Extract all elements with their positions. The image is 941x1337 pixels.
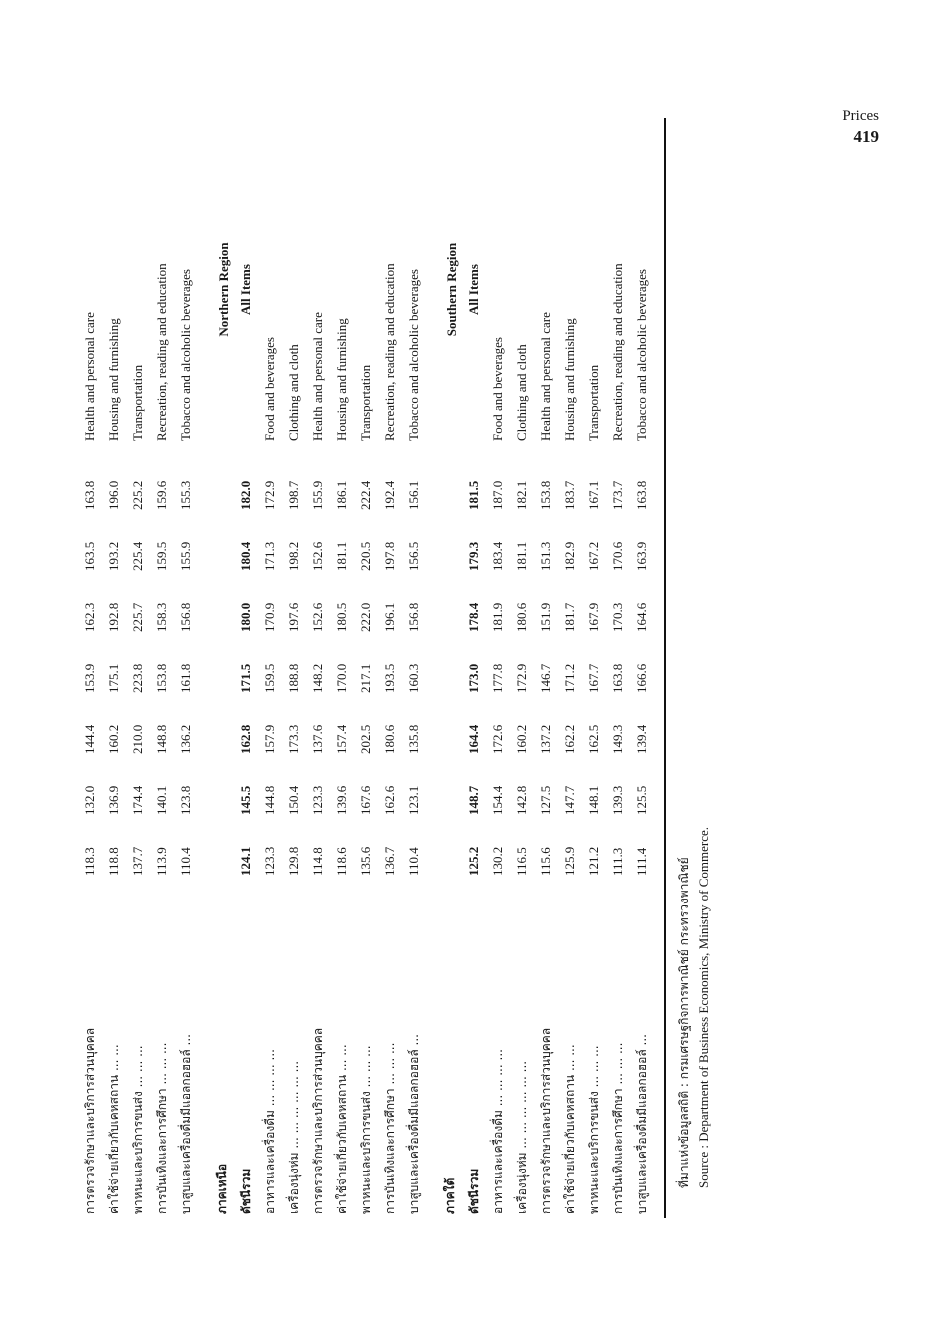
- index-value: 193.5: [382, 663, 397, 693]
- index-value: 144.4: [82, 724, 97, 754]
- index-value: 225.2: [130, 480, 145, 510]
- english-label: Recreation, reading and education: [610, 263, 625, 441]
- index-value: 146.7: [538, 663, 553, 693]
- index-value: 125.5: [634, 785, 649, 815]
- thai-label: การบันเทิงและการศึกษา ... ... ...: [610, 1042, 625, 1214]
- english-label: All Items: [238, 264, 253, 315]
- index-value: 123.8: [178, 785, 193, 815]
- index-value: 220.5: [358, 541, 373, 571]
- thai-label: อาหารและเครื่องดื่ม ... ... ... ...: [490, 1049, 505, 1214]
- index-value: 197.6: [286, 602, 301, 632]
- index-value: 155.9: [178, 541, 193, 571]
- english-label: Tobacco and alcoholic beverages: [406, 269, 421, 441]
- index-value: 202.5: [358, 724, 373, 754]
- index-value: 178.4: [466, 602, 481, 632]
- thai-label: บาสูบและเครื่องดื่มมีแอลกอฮอล์ ...: [178, 1034, 193, 1214]
- thai-label: ค่าใช้จ่ายเกี่ยวกับเคหสถาน ... ...: [106, 1044, 121, 1214]
- index-value: 183.7: [562, 480, 577, 510]
- index-value: 196.1: [382, 602, 397, 632]
- index-value: 137.7: [130, 846, 145, 876]
- index-value: 155.9: [310, 480, 325, 510]
- index-value: 137.2: [538, 724, 553, 754]
- index-value: 148.2: [310, 663, 325, 693]
- index-value: 148.7: [466, 785, 481, 815]
- table-row: [510, 118, 534, 1218]
- index-value: 198.2: [286, 541, 301, 571]
- index-value: 167.1: [586, 480, 601, 510]
- rotated-table-block: [78, 118, 728, 1218]
- index-value: 159.6: [154, 480, 169, 510]
- northern-region-thai-heading: ภาคเหนือ: [215, 1163, 229, 1214]
- southern-region-rows: [462, 118, 654, 1218]
- index-value: 118.6: [334, 847, 349, 876]
- index-value: 222.0: [358, 602, 373, 632]
- english-label: Health and personal care: [82, 312, 97, 441]
- index-value: 158.3: [154, 602, 169, 632]
- index-value: 123.3: [262, 846, 277, 876]
- index-value: 127.5: [538, 785, 553, 815]
- table-row: [174, 118, 198, 1218]
- index-value: 162.3: [82, 602, 97, 632]
- index-value: 170.6: [610, 541, 625, 571]
- index-value: 171.3: [262, 541, 277, 571]
- index-value: 132.0: [82, 785, 97, 815]
- index-value: 124.1: [238, 846, 253, 876]
- table-row: [630, 118, 654, 1218]
- index-value: 156.8: [178, 602, 193, 632]
- page-header: [842, 108, 879, 147]
- region-heading-row: [426, 118, 462, 1218]
- index-value: 135.8: [406, 724, 421, 754]
- index-value: 145.5: [238, 785, 253, 815]
- table-row: [354, 118, 378, 1218]
- index-value: 180.0: [238, 602, 253, 632]
- section-title: Prices: [842, 108, 879, 124]
- index-value: 151.9: [538, 602, 553, 632]
- source-english: Source : Department of Business Economics, Ministry of Commerce.: [696, 826, 711, 1188]
- index-value: 164.6: [634, 602, 649, 632]
- index-value: 171.5: [238, 663, 253, 693]
- index-value: 111.3: [610, 847, 625, 876]
- index-value: 162.8: [238, 724, 253, 754]
- index-value: 174.4: [130, 785, 145, 815]
- table-row: [378, 118, 402, 1218]
- table-row: [258, 118, 282, 1218]
- index-value: 179.3: [466, 541, 481, 571]
- source-thai: ที่มาแห่งข้อมูลสถิติ : กรมเศรษฐกิจการพาณิชย์ กระทรวงพาณิชย์: [677, 857, 691, 1188]
- index-value: 182.1: [514, 480, 529, 510]
- index-value: 217.1: [358, 663, 373, 693]
- thai-label: พาหนะและบริการขนส่ง ... ... ...: [358, 1045, 373, 1214]
- english-label: Food and beverages: [490, 337, 505, 441]
- thai-label: พาหนะและบริการขนส่ง ... ... ...: [130, 1045, 145, 1214]
- index-value: 225.4: [130, 541, 145, 571]
- index-value: 183.4: [490, 541, 505, 571]
- table-row: [486, 118, 510, 1218]
- index-value: 182.0: [238, 480, 253, 510]
- thai-label: บาสูบและเครื่องดื่มมีแอลกอฮอล์ ...: [634, 1034, 649, 1214]
- thai-label: ดัชนีรวม: [466, 1168, 481, 1214]
- english-label: Clothing and cloth: [286, 344, 301, 441]
- table-row: [282, 118, 306, 1218]
- thai-label: พาหนะและบริการขนส่ง ... ... ...: [586, 1045, 601, 1214]
- english-label: Recreation, reading and education: [382, 263, 397, 441]
- index-value: 142.8: [514, 785, 529, 815]
- table-row: [462, 118, 486, 1218]
- table-row: [78, 118, 102, 1218]
- index-value: 163.5: [82, 541, 97, 571]
- index-value: 225.7: [130, 602, 145, 632]
- index-value: 181.1: [334, 541, 349, 571]
- index-value: 164.4: [466, 724, 481, 754]
- index-value: 111.4: [634, 847, 649, 876]
- index-value: 153.9: [82, 663, 97, 693]
- index-value: 181.1: [514, 541, 529, 571]
- table-row: [234, 118, 258, 1218]
- index-value: 171.2: [562, 663, 577, 693]
- table-row: [558, 118, 582, 1218]
- southern-region-heading: Southern Region: [444, 242, 459, 337]
- table-row: [102, 118, 126, 1218]
- index-value: 148.8: [154, 724, 169, 754]
- index-value: 192.4: [382, 480, 397, 510]
- index-value: 116.5: [514, 847, 529, 876]
- index-value: 115.6: [538, 847, 553, 876]
- english-label: Health and personal care: [310, 312, 325, 441]
- index-value: 149.3: [610, 724, 625, 754]
- index-value: 110.4: [178, 847, 193, 876]
- northern-region-section: [198, 118, 234, 1218]
- thai-label: การตรวจรักษาและบริการส่วนบุคคล: [82, 1027, 97, 1214]
- index-value: 129.8: [286, 846, 301, 876]
- price-index-table: [78, 118, 654, 1218]
- index-value: 160.2: [106, 724, 121, 754]
- index-value: 156.8: [406, 602, 421, 632]
- index-value: 170.9: [262, 602, 277, 632]
- top-section: [78, 118, 198, 1218]
- index-value: 172.9: [514, 663, 529, 693]
- thai-label: การตรวจรักษาและบริการส่วนบุคคล: [310, 1027, 325, 1214]
- index-value: 160.2: [514, 724, 529, 754]
- index-value: 153.8: [154, 663, 169, 693]
- index-value: 163.8: [610, 663, 625, 693]
- index-value: 187.0: [490, 480, 505, 510]
- table-row: [402, 118, 426, 1218]
- index-value: 167.2: [586, 541, 601, 571]
- index-value: 173.3: [286, 724, 301, 754]
- index-value: 136.9: [106, 785, 121, 815]
- index-value: 182.9: [562, 541, 577, 571]
- northern-region-rows: [234, 118, 426, 1218]
- table-row: [534, 118, 558, 1218]
- english-label: Food and beverages: [262, 337, 277, 441]
- english-label: Recreation, reading and education: [154, 263, 169, 441]
- source-note: [674, 118, 714, 1218]
- index-value: 110.4: [406, 847, 421, 876]
- index-value: 162.5: [586, 724, 601, 754]
- thai-label: เครื่องนุ่งห่ม ... ... ... ... ... ...: [286, 1060, 301, 1214]
- index-value: 125.9: [562, 846, 577, 876]
- table-row: [306, 118, 330, 1218]
- english-label: Transportation: [130, 364, 145, 441]
- english-label: Transportation: [586, 364, 601, 441]
- index-value: 130.2: [490, 846, 505, 876]
- index-value: 172.9: [262, 480, 277, 510]
- index-value: 153.8: [538, 480, 553, 510]
- index-value: 167.6: [358, 785, 373, 815]
- index-value: 139.6: [334, 785, 349, 815]
- index-value: 147.7: [562, 785, 577, 815]
- index-value: 181.7: [562, 602, 577, 632]
- index-value: 181.9: [490, 602, 505, 632]
- index-value: 162.6: [382, 785, 397, 815]
- index-value: 198.7: [286, 480, 301, 510]
- index-value: 161.8: [178, 663, 193, 693]
- index-value: 125.2: [466, 846, 481, 876]
- index-value: 123.1: [406, 785, 421, 815]
- index-value: 167.9: [586, 602, 601, 632]
- page-number: 419: [853, 127, 879, 146]
- index-value: 139.3: [610, 785, 625, 815]
- index-value: 210.0: [130, 724, 145, 754]
- index-value: 180.6: [514, 602, 529, 632]
- index-value: 157.9: [262, 724, 277, 754]
- index-value: 156.1: [406, 480, 421, 510]
- index-value: 152.6: [310, 541, 325, 571]
- index-value: 118.8: [106, 847, 121, 876]
- index-value: 123.3: [310, 785, 325, 815]
- index-value: 162.2: [562, 724, 577, 754]
- thai-label: ค่าใช้จ่ายเกี่ยวกับเคหสถาน ... ...: [562, 1044, 577, 1214]
- table-row: [606, 118, 630, 1218]
- index-value: 152.6: [310, 602, 325, 632]
- thai-label: เครื่องนุ่งห่ม ... ... ... ... ... ...: [514, 1060, 529, 1214]
- index-value: 163.8: [82, 480, 97, 510]
- index-value: 222.4: [358, 480, 373, 510]
- index-value: 113.9: [154, 847, 169, 876]
- english-label: Transportation: [358, 364, 373, 441]
- index-value: 114.8: [310, 847, 325, 876]
- index-value: 118.3: [82, 847, 97, 876]
- index-value: 197.8: [382, 541, 397, 571]
- index-value: 181.5: [466, 480, 481, 510]
- thai-label: ค่าใช้จ่ายเกี่ยวกับเคหสถาน ... ...: [334, 1044, 349, 1214]
- index-value: 172.6: [490, 724, 505, 754]
- thai-label: ดัชนีรวม: [238, 1168, 253, 1214]
- index-value: 159.5: [262, 663, 277, 693]
- english-label: All Items: [466, 264, 481, 315]
- table-row: [582, 118, 606, 1218]
- index-value: 196.0: [106, 480, 121, 510]
- southern-region-thai-heading: ภาคใต้: [443, 1177, 457, 1214]
- thai-label: การตรวจรักษาและบริการส่วนบุคคล: [538, 1027, 553, 1214]
- index-value: 155.3: [178, 480, 193, 510]
- thai-label: บาสูบและเครื่องดื่มมีแอลกอฮอล์ ...: [406, 1034, 421, 1214]
- thai-label: การบันเทิงและการศึกษา ... ... ...: [154, 1042, 169, 1214]
- english-label: Housing and furnishing: [562, 318, 577, 441]
- index-value: 192.8: [106, 602, 121, 632]
- index-value: 157.4: [334, 724, 349, 754]
- index-value: 139.4: [634, 724, 649, 754]
- index-value: 121.2: [586, 846, 601, 876]
- southern-region-section: [426, 118, 462, 1218]
- index-value: 180.5: [334, 602, 349, 632]
- index-value: 144.8: [262, 785, 277, 815]
- index-value: 159.5: [154, 541, 169, 571]
- index-value: 180.6: [382, 724, 397, 754]
- index-value: 163.9: [634, 541, 649, 571]
- index-value: 135.6: [358, 846, 373, 876]
- index-value: 175.1: [106, 663, 121, 693]
- english-label: Clothing and cloth: [514, 344, 529, 441]
- index-value: 167.7: [586, 663, 601, 693]
- index-value: 148.1: [586, 785, 601, 815]
- thai-label: อาหารและเครื่องดื่ม ... ... ... ...: [262, 1049, 277, 1214]
- table-row: [330, 118, 354, 1218]
- index-value: 170.0: [334, 663, 349, 693]
- index-value: 173.0: [466, 663, 481, 693]
- index-value: 140.1: [154, 785, 169, 815]
- index-value: 150.4: [286, 785, 301, 815]
- table-bottom-rule: [664, 118, 666, 1218]
- english-label: Housing and furnishing: [106, 318, 121, 441]
- table-row: [150, 118, 174, 1218]
- northern-region-heading: Northern Region: [216, 242, 231, 337]
- english-label: Tobacco and alcoholic beverages: [178, 269, 193, 441]
- table-row: [126, 118, 150, 1218]
- index-value: 173.7: [610, 480, 625, 510]
- english-label: Housing and furnishing: [334, 318, 349, 441]
- index-value: 163.8: [634, 480, 649, 510]
- index-value: 170.3: [610, 602, 625, 632]
- index-value: 137.6: [310, 724, 325, 754]
- index-value: 180.4: [238, 541, 253, 571]
- index-value: 154.4: [490, 785, 505, 815]
- index-value: 193.2: [106, 541, 121, 571]
- index-value: 151.3: [538, 541, 553, 571]
- index-value: 186.1: [334, 480, 349, 510]
- index-value: 136.7: [382, 846, 397, 876]
- index-value: 160.3: [406, 663, 421, 693]
- english-label: Tobacco and alcoholic beverages: [634, 269, 649, 441]
- thai-label: การบันเทิงและการศึกษา ... ... ...: [382, 1042, 397, 1214]
- index-value: 188.8: [286, 663, 301, 693]
- index-value: 136.2: [178, 724, 193, 754]
- english-label: Health and personal care: [538, 312, 553, 441]
- index-value: 166.6: [634, 663, 649, 693]
- region-heading-row: [198, 118, 234, 1218]
- index-value: 156.5: [406, 541, 421, 571]
- index-value: 177.8: [490, 663, 505, 693]
- index-value: 223.8: [130, 663, 145, 693]
